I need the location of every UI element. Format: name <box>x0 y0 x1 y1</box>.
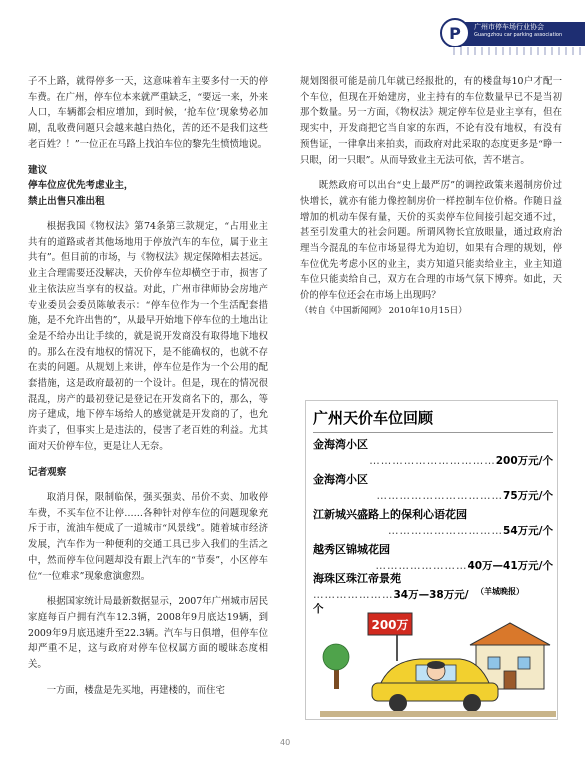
price-entry <box>313 508 553 538</box>
right-column <box>300 74 562 320</box>
paragraph: 既然政府可以出台“史上最严厉”的调控政策来遏制房价过快增长，就亦有能力像控制房价一样控制车位价格。作随日益增加的机动车保有量，天价的买卖停车位间接引起交通不过，甚至引发重大的社会问题。所谓风物长宜放眼量，通过政府治理当今混乱的车位市场显得尤为迫切，如果有合理的规划，停车位优先考虑小区的业主，卖方知道只能卖给业主，业主知道车位只能卖给自己，双方在合理的市场气氛下博弈。如此，天价的停车位还会在市场上出现吗？ <box>300 180 562 302</box>
section-label-observation: 记者观察 <box>28 466 67 478</box>
dot-leader: …………………………… <box>376 490 504 502</box>
entry-price: 54万元/个 <box>503 525 553 537</box>
entry-price: 34万—38万元/个 <box>313 589 469 615</box>
org-name-cn: 广州市停车场行业协会 <box>474 23 544 31</box>
entry-name: 越秀区锦城花园 <box>313 543 390 556</box>
ground <box>320 711 556 717</box>
tree-icon <box>323 644 349 689</box>
entry-price: 200万元/个 <box>495 455 553 467</box>
paragraph: 一方面，楼盘是先买地，再建楼的，而住宅 <box>46 684 225 696</box>
dot-leader: …………………… <box>375 560 468 572</box>
section-heading: 停车位应优先考虑业主， <box>28 180 134 192</box>
paragraph: 根据我国《物权法》第74条第三款规定，“占用业主共有的道路或者其他场地用于停放汽车的车位，属于业主共有”。但目前的市场，与《物权法》规定保障相去甚远。业主合理需要还没解决，天价停车位却横空于市，损害了业主依法应当享有的权益。对此，广州市律师协会房地产专业委员会委员陈敏表示：“停车位作为一个生活配套措施，是不允许出售的”，从最早开始地下停车位的土地出让金是不给办出让手续的，就是说开发商没有取得地下地权的。那么在没有地权的情况下，是不能确权的，也就不存在卖的问题。从规划上来讲，停车位是作为一个公用的配套措施，这是政府最初的一个设计。但是，现在的情况很混乱，房产的最初登记是登记在开发商名下的，那么，等房子建成，地下停车场给人的感觉就是开发商的了，也允许卖了，但事实上是违法的，侵害了老百姓的利益。尤其面对天价停车位，更是让人无奈。 <box>28 221 268 452</box>
parking-logo-icon: P <box>440 18 470 48</box>
dot-leader: …………………………… <box>369 455 496 467</box>
page-number: 40 <box>280 738 291 747</box>
paragraph: 根据国家统计局最新数据显示，2007年广州城市居民家庭每百户拥有汽车12.3辆，2008年9月底达19辆，到2009年9月底迅速升至22.3辆。汽车与日俱增，但停车位却严重不足，这与政府对停车位权属方面的暧昧态度相关。 <box>28 596 268 671</box>
price-sign-icon <box>368 613 412 661</box>
entry-price: 75万元/个 <box>503 490 553 502</box>
paragraph: 取消月保，限制临保，强买强卖、吊价不卖、加收停车费，不买车位不让停……各种针对停车位的问题现象充斥于市，流油车便成了一道城市“风景线”。随着城市经济发展，汽车作为一种便利的交通工具已步入我们的生活之中，然而停车位问题却没有跟上汽车的“节奏”，小区停车位“一位难求”现象愈演愈烈。 <box>28 492 268 582</box>
org-name-en: Guangzhou car parking association <box>474 32 563 38</box>
price-entry <box>313 473 553 503</box>
box-title: 广州天价车位回顾 <box>313 409 434 427</box>
entry-name: 海珠区珠江帝景苑 <box>313 572 401 585</box>
paragraph: 规划图很可能是前几年就已经报批的，有的楼盘每10户才配一个车位，但现在开始建房，业主持有的车位数量早已不是当初那个数量。另一方面，《物权法》规定停车位是业主享有，但在现实中，开发商把它当自家的东西，不论有没有地权，有没有预售证，一律拿出来拍卖，而政府对此采取的态度更多是“睁一只眼，闭一只眼”。从而导致业主无法可依，苦不堪言。 <box>300 76 562 166</box>
section-heading: 禁止出售只准出租 <box>28 195 105 207</box>
entry-name: 江新城兴盛路上的保利心语花园 <box>313 508 467 521</box>
dot-leader: ………………………… <box>388 525 504 537</box>
divider <box>313 432 553 433</box>
price-entry <box>313 438 553 468</box>
person-icon <box>427 661 445 680</box>
section-label-suggestion: 建议 <box>28 164 48 176</box>
dot-leader: ………………… <box>313 589 394 601</box>
source-citation: （转自《中国新闻网》 2010年10月15日） <box>300 305 467 316</box>
entry-name: 金海湾小区 <box>313 438 368 451</box>
price-entry <box>313 543 553 573</box>
left-column <box>28 74 268 699</box>
header-org-name <box>474 24 582 38</box>
entry-name: 金海湾小区 <box>313 473 368 486</box>
paragraph: 子不上路，就得停多一天，这意味着车主要多付一天的停车费。在广州，停车位本来就严重缺乏，“要远一来，外来人口，车辆都会相应增加，到时候，‘抢车位’现象势必加剧，乱收费问题只会越来越白热化，苦的还不是我们这些老百姓？！”一位正在马路上找泊车位的黎先生愤愤地说。 <box>28 76 268 150</box>
box-credit: （羊城晚报） <box>476 587 524 596</box>
header-stripes <box>448 47 585 55</box>
cartoon-illustration <box>320 605 556 717</box>
sign-text: 200万 <box>371 618 409 632</box>
entry-price: 40万—41万元/个 <box>467 560 553 572</box>
